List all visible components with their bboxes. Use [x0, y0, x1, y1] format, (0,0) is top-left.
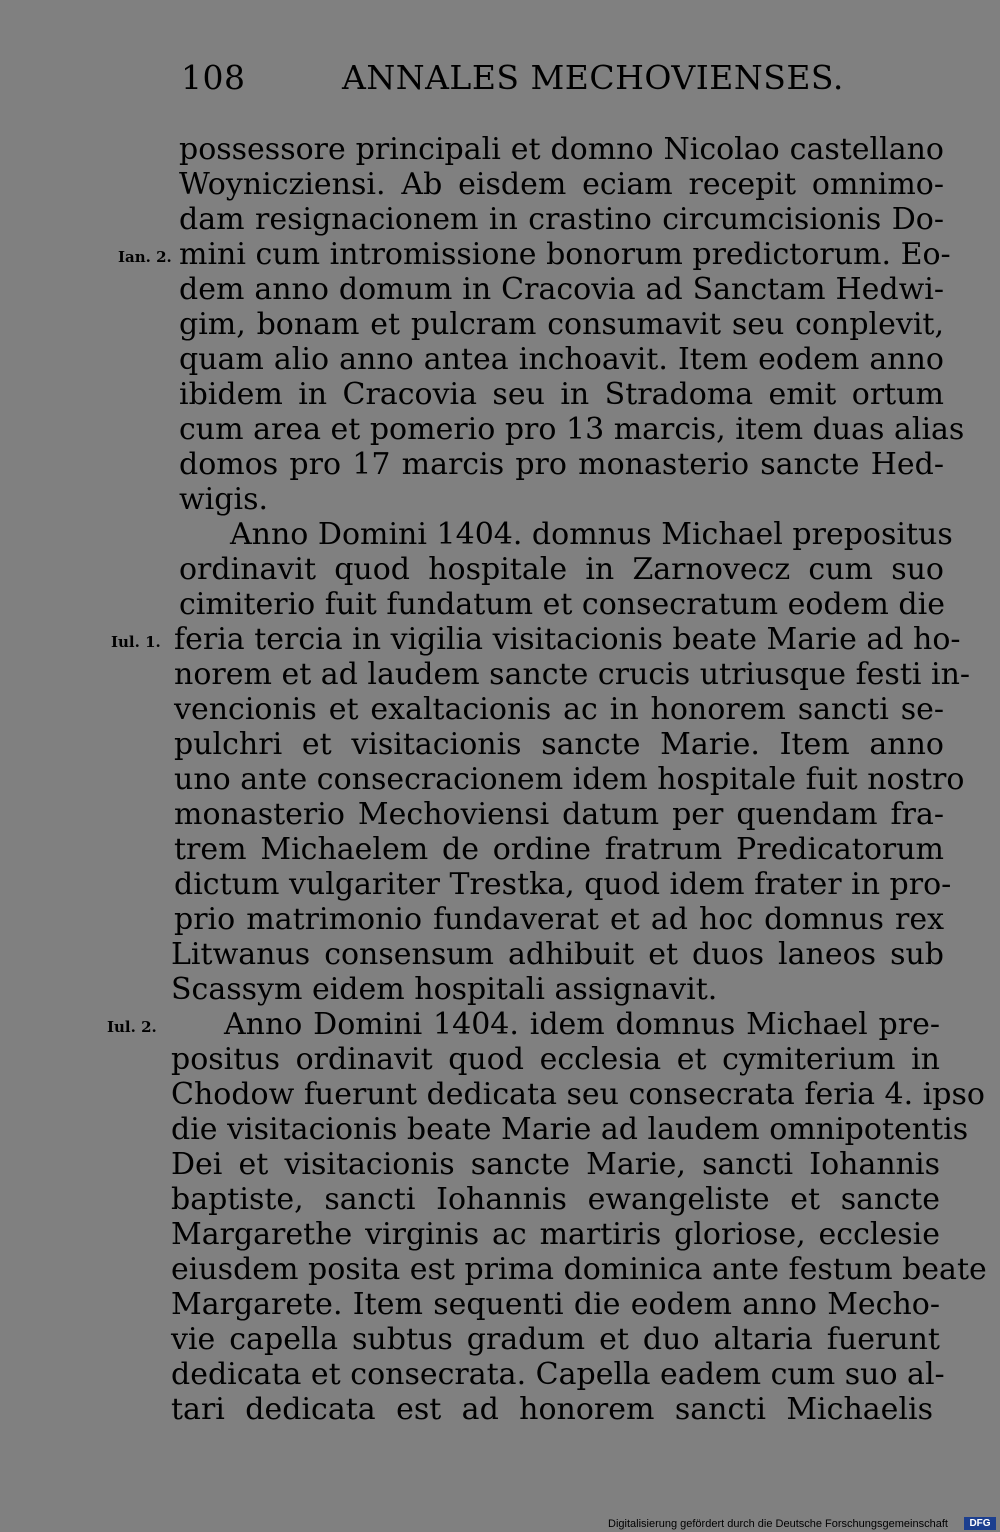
text-line: domos pro 17 marcis pro monasterio sancte Hed-	[179, 447, 944, 482]
text-line: cum area et pomerio pro 13 marcis, item duas alias	[179, 412, 965, 447]
text-line: tari dedicata est ad honorem sancti Michaelis	[171, 1392, 933, 1427]
text-line: Margarete. Item sequenti die eodem anno Mecho-	[171, 1287, 940, 1322]
text-line: pulchri et visitacionis sancte Marie. Item anno	[174, 727, 944, 762]
text-line: die visitacionis beate Marie ad laudem omnipotentis	[171, 1112, 969, 1147]
digitization-credit: Digitalisierung gefördert durch die Deutsche Forschungsgemeinschaft	[608, 1518, 948, 1530]
text-line: uno ante consecracionem idem hospitale fuit nostro	[174, 762, 965, 797]
text-line: Anno Domini 1404. idem domnus Michael pre-	[224, 1007, 940, 1042]
text-line: dam resignacionem in crastino circumcisionis Do-	[179, 202, 944, 237]
text-line: quam alio anno antea inchoavit. Item eodem anno	[179, 342, 944, 377]
text-line: ibidem in Cracovia seu in Stradoma emit ortum	[179, 377, 944, 412]
text-line: cimiterio fuit fundatum et consecratum eodem die	[179, 587, 945, 622]
text-line: Litwanus consensum adhibuit et duos laneos sub	[171, 937, 944, 972]
text-line: feria tercia in vigilia visitacionis beate Marie ad ho-	[174, 622, 961, 657]
text-line: Scassym eidem hospitali assignavit.	[171, 972, 718, 1007]
text-line: possessore principali et domno Nicolao castellano	[179, 132, 944, 167]
text-line: dedicata et consecrata. Capella eadem cum suo al-	[171, 1357, 945, 1392]
text-line: positus ordinavit quod ecclesia et cymiterium in	[171, 1042, 940, 1077]
page-number: 108	[181, 58, 246, 97]
dfg-logo: DFG	[964, 1517, 996, 1530]
margin-note-date: Ian. 2.	[118, 248, 172, 266]
text-line: ordinavit quod hospitale in Zarnovecz cum suo	[179, 552, 944, 587]
text-line: mini cum intromissione bonorum predictorum. Eo-	[179, 237, 951, 272]
text-line: vencionis et exaltacionis ac in honorem sancti se-	[174, 692, 944, 727]
text-line: dictum vulgariter Trestka, quod idem frater in pro-	[174, 867, 952, 902]
text-line: eiusdem posita est prima dominica ante festum beate	[171, 1252, 987, 1287]
page-header	[0, 58, 1000, 102]
running-title: ANNALES MECHOVIENSES.	[342, 58, 844, 97]
text-line: Dei et visitacionis sancte Marie, sancti Iohannis	[171, 1147, 940, 1182]
text-line: trem Michaelem de ordine fratrum Predicatorum	[174, 832, 944, 867]
margin-note-date: Iul. 1.	[111, 633, 161, 651]
text-line: Chodow fuerunt dedicata seu consecrata feria 4. ipso	[171, 1077, 985, 1112]
text-line: baptiste, sancti Iohannis ewangeliste et sancte	[171, 1182, 940, 1217]
text-line: Margarethe virginis ac martiris gloriose, ecclesie	[171, 1217, 940, 1252]
margin-note-date: Iul. 2.	[107, 1018, 157, 1036]
text-line: wigis.	[179, 482, 269, 517]
text-line: Woynicziensi. Ab eisdem eciam recepit omnimo-	[179, 167, 944, 202]
text-line: dem anno domum in Cracovia ad Sanctam Hedwi-	[179, 272, 944, 307]
text-line: Anno Domini 1404. domnus Michael prepositus	[230, 517, 953, 552]
text-line: prio matrimonio fundaverat et ad hoc domnus rex	[174, 902, 944, 937]
text-line: norem et ad laudem sancte crucis utriusque festi in-	[174, 657, 971, 692]
text-line: gim, bonam et pulcram consumavit seu conplevit,	[179, 307, 944, 342]
text-line: vie capella subtus gradum et duo altaria fuerunt	[171, 1322, 940, 1357]
text-line: monasterio Mechoviensi datum per quendam fra-	[174, 797, 944, 832]
